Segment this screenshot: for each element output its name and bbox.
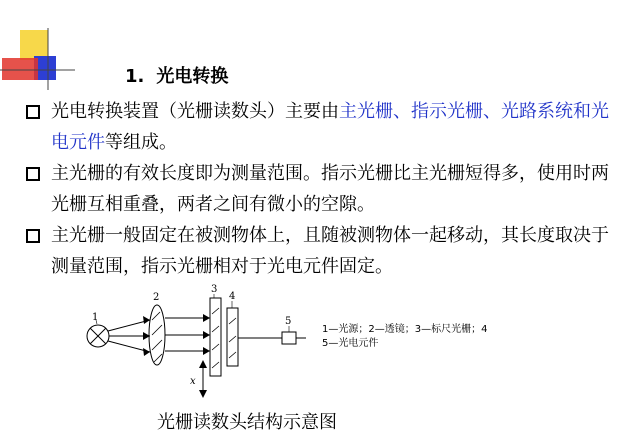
heading-number: 1. (125, 66, 145, 87)
scale-grating-icon (210, 298, 221, 376)
bullet-item (26, 96, 626, 158)
label-photo-element: 5 (285, 316, 292, 327)
bullet-text: 主光栅一般固定在被测物体上，且随被测物体一起移动，其长度取决于测量范围，指示光栅相对于光电元件固定。 (51, 225, 609, 277)
square-bullet-icon (26, 105, 40, 119)
legend-line-2: 5—光电元件 (322, 338, 379, 349)
heading-title: 光电转换 (156, 66, 229, 87)
square-bullet-icon (26, 229, 40, 243)
section-heading (125, 62, 228, 88)
indicator-grating-icon (227, 308, 238, 366)
bullet-item (26, 158, 626, 220)
axis-label-x: x (190, 376, 196, 387)
legend-line-1: 1—光源；2—透镜；3—标尺光栅；4 (322, 324, 488, 335)
light-source-icon (87, 325, 109, 347)
movement-arrow-icon (199, 360, 207, 398)
grating-reader-diagram (0, 280, 560, 400)
label-indicator-grating: 4 (229, 291, 236, 302)
bullet-item (26, 220, 626, 282)
photo-element-icon (282, 332, 306, 344)
square-bullet-icon (26, 167, 40, 181)
label-scale-grating: 3 (211, 284, 218, 295)
figure-caption: 光栅读数头结构示意图 (157, 412, 337, 433)
label-light-source: 1 (92, 312, 99, 323)
lens-icon (149, 305, 165, 365)
bullet-text: 光电转换装置（光栅读数头）主要由主光栅、指示光栅、光路系统和光电元件等组成。 (51, 101, 609, 153)
label-lens: 2 (153, 292, 160, 303)
corner-decoration (0, 0, 80, 90)
bullet-text: 主光栅的有效长度即为测量范围。指示光栅比主光栅短得多，使用时两光栅互相重叠，两者之间有微小的空隙。 (51, 163, 609, 215)
